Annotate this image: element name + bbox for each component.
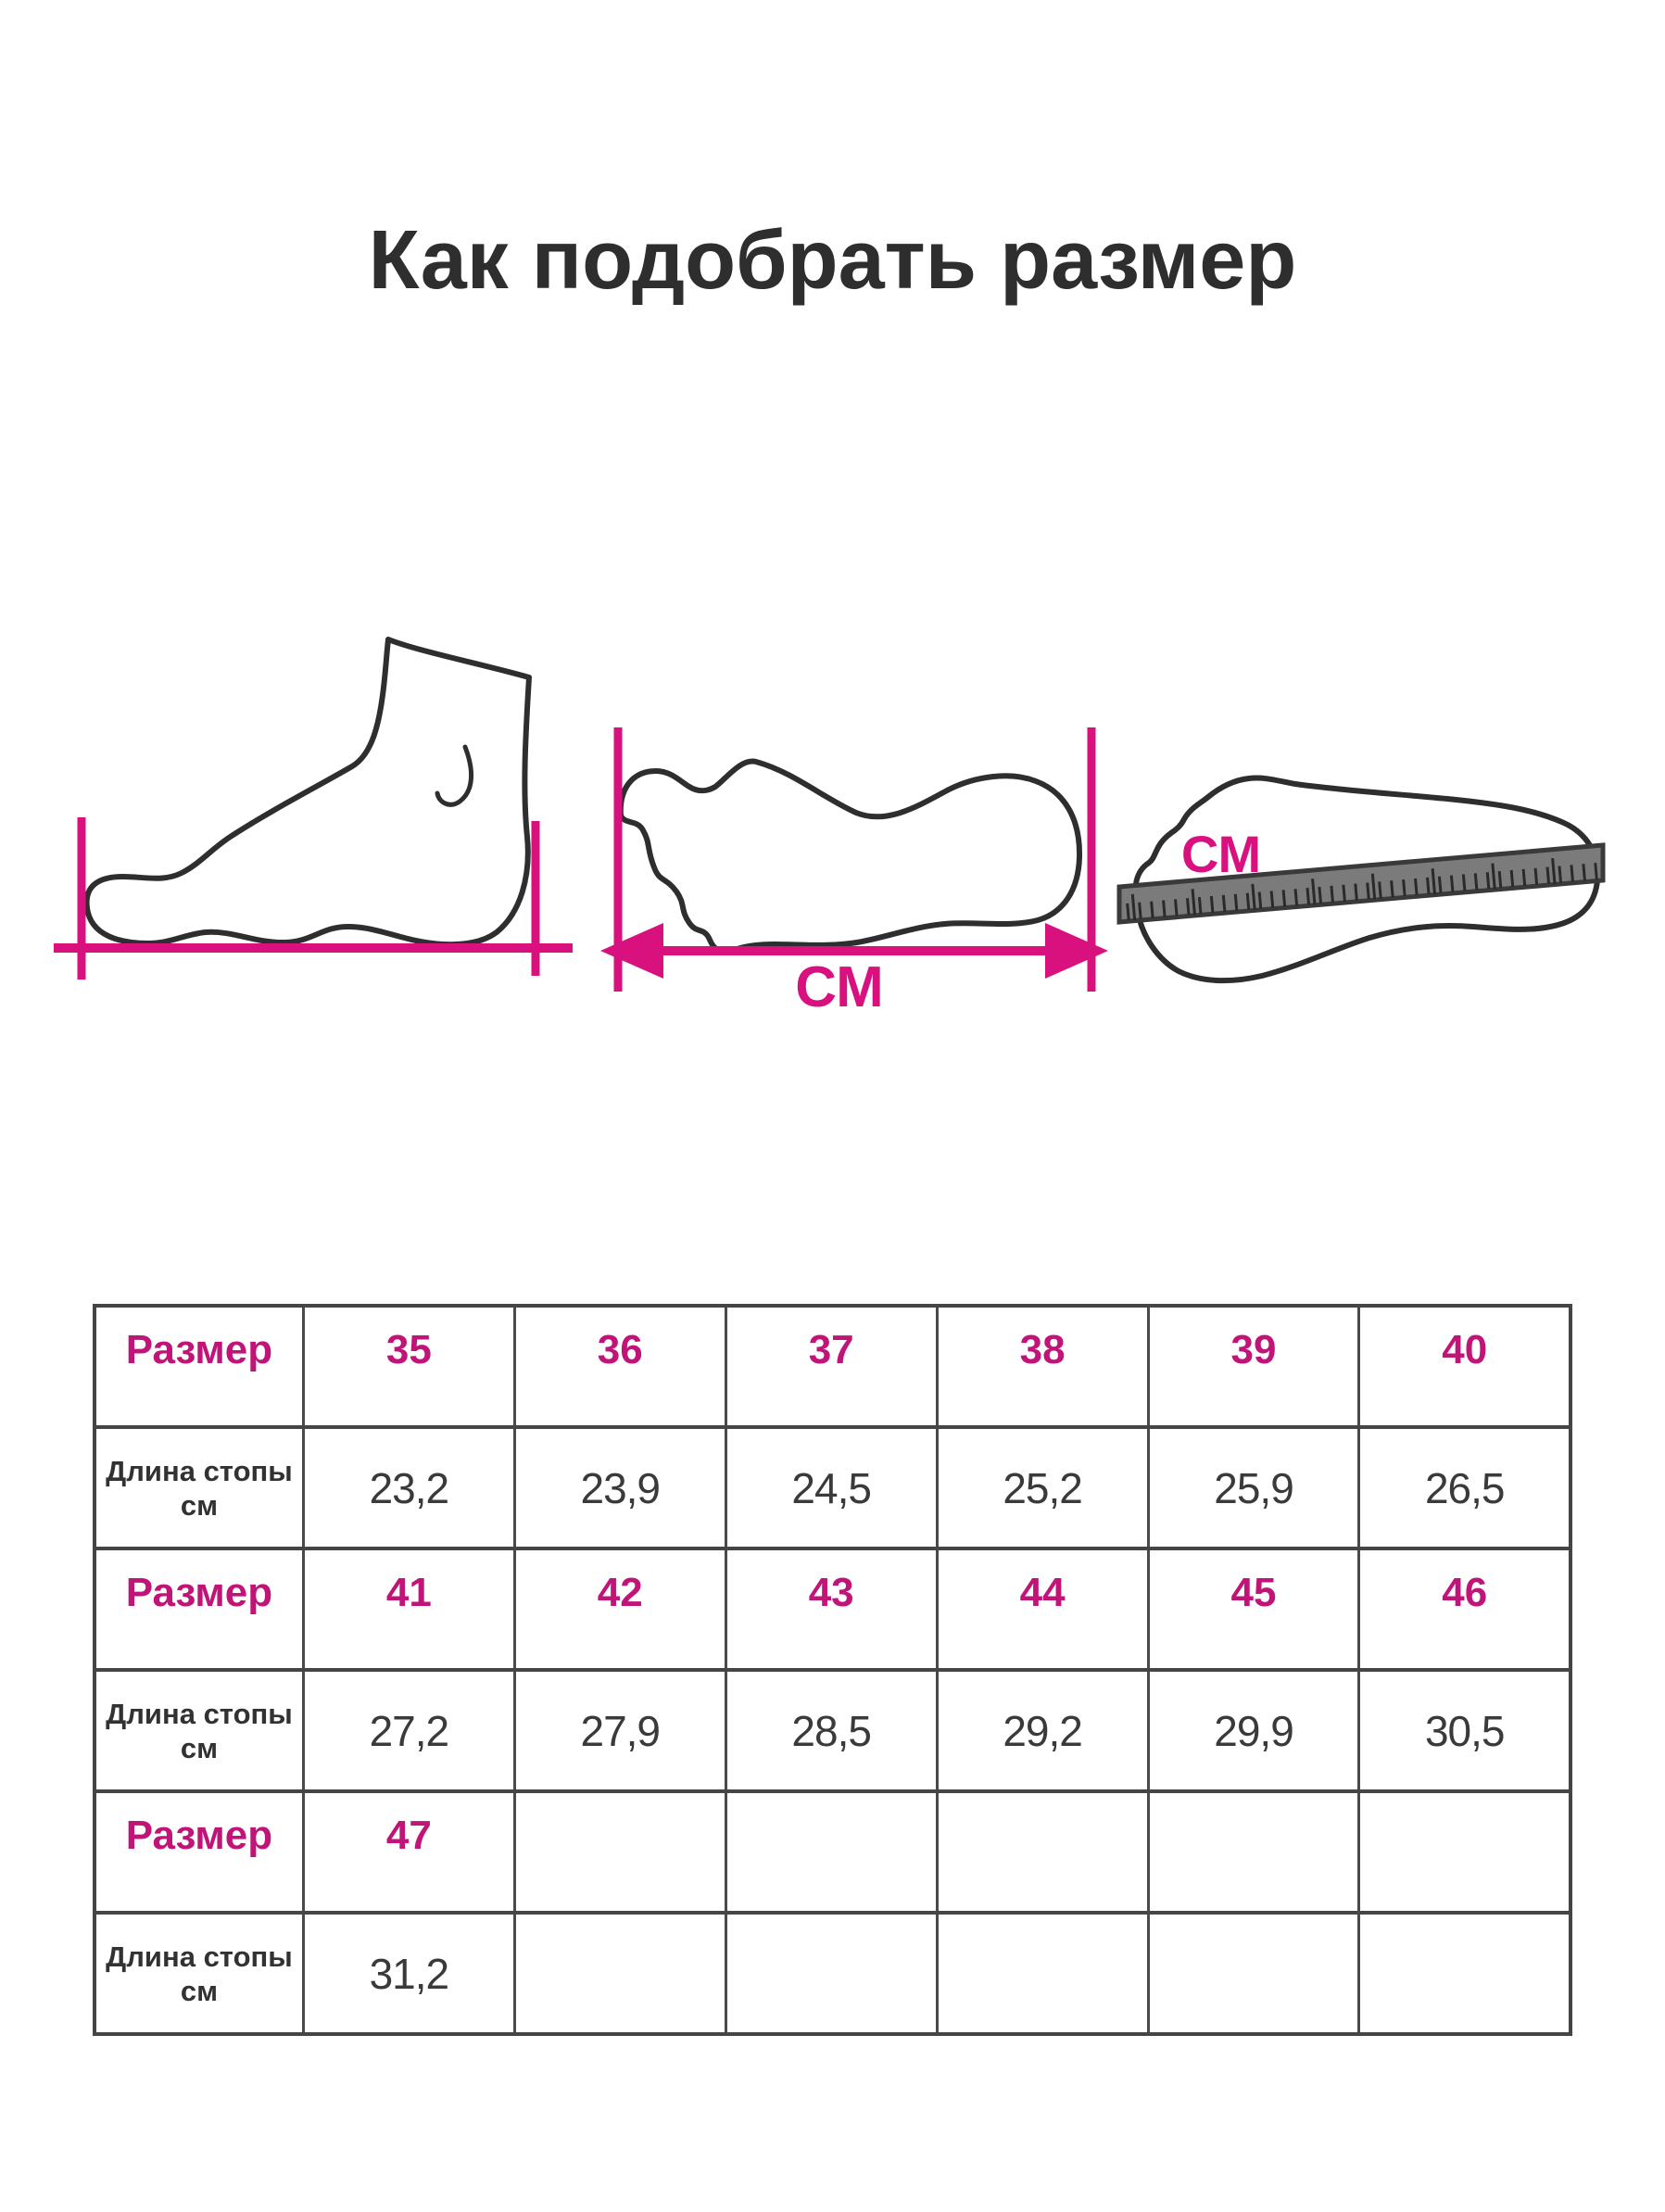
size-cell: 35 xyxy=(303,1306,514,1427)
row-header-line1: Длина стопы xyxy=(106,1940,293,1973)
size-cell: 43 xyxy=(725,1548,937,1670)
length-cell: 31,2 xyxy=(303,1913,514,2034)
row-header-line1: Длина стопы xyxy=(106,1697,293,1730)
size-cell: 40 xyxy=(1359,1306,1570,1427)
length-cell: 28,5 xyxy=(725,1670,937,1791)
size-cell xyxy=(1359,1791,1570,1913)
length-cell: 27,2 xyxy=(303,1670,514,1791)
foot-side-outline xyxy=(87,639,529,944)
row-header-line2: см xyxy=(180,1488,219,1522)
size-cell xyxy=(514,1791,725,1913)
size-cell: 38 xyxy=(937,1306,1148,1427)
size-cell xyxy=(1148,1791,1359,1913)
row-header-line2: см xyxy=(180,1731,219,1764)
size-cell: 36 xyxy=(514,1306,725,1427)
length-cell xyxy=(514,1913,725,2034)
length-cell: 30,5 xyxy=(1359,1670,1570,1791)
length-cell: 25,2 xyxy=(937,1427,1148,1548)
size-cell xyxy=(937,1791,1148,1913)
row-header-line2: см xyxy=(180,1974,219,2007)
row-header-cell xyxy=(95,1670,303,1791)
length-cell: 23,2 xyxy=(303,1427,514,1548)
size-cell: 39 xyxy=(1148,1306,1359,1427)
row-header-cell: Размер xyxy=(125,1327,273,1372)
table-row-length-2 xyxy=(95,1670,1570,1791)
table-row-length-3 xyxy=(95,1913,1570,2034)
size-cell: 47 xyxy=(303,1791,514,1913)
length-cell: 23,9 xyxy=(514,1427,725,1548)
size-table-container xyxy=(93,1304,1572,2034)
size-cell: 41 xyxy=(303,1548,514,1670)
row-header-cell: Размер xyxy=(95,1548,303,1670)
ruler-cm-label: СМ xyxy=(1180,825,1262,883)
foot-side-view-figure xyxy=(54,639,573,980)
length-cell: 26,5 xyxy=(1359,1427,1570,1548)
table-row-size-3 xyxy=(95,1791,1570,1913)
size-cell: 46 xyxy=(1359,1548,1570,1670)
length-cm-label: СМ xyxy=(795,955,884,1019)
length-cell: 29,2 xyxy=(937,1670,1148,1791)
table-row-size-1 xyxy=(95,1306,1570,1427)
length-cell xyxy=(1359,1913,1570,2034)
size-cell: 44 xyxy=(937,1548,1148,1670)
row-header-cell xyxy=(95,1913,303,2034)
foot-length-figure xyxy=(600,727,1108,1019)
row-header-cell xyxy=(95,1427,303,1548)
length-cell: 24,5 xyxy=(725,1427,937,1548)
length-cell xyxy=(937,1913,1148,2034)
page-title: Как подобрать размер xyxy=(368,214,1297,307)
size-table xyxy=(93,1304,1572,2036)
foot-ruler-figure xyxy=(1119,778,1603,981)
table-row-size-2 xyxy=(95,1548,1570,1670)
row-header-line1: Длина стопы xyxy=(106,1454,293,1487)
foot-sole-outline xyxy=(621,762,1079,953)
length-cell xyxy=(725,1913,937,2034)
row-header-cell: Размер xyxy=(95,1791,303,1913)
length-cell: 25,9 xyxy=(1148,1427,1359,1548)
length-cell xyxy=(1148,1913,1359,2034)
size-cell: 45 xyxy=(1148,1548,1359,1670)
table-row-length-1 xyxy=(95,1427,1570,1548)
size-cell xyxy=(725,1791,937,1913)
length-cell: 27,9 xyxy=(514,1670,725,1791)
length-cell: 29,9 xyxy=(1148,1670,1359,1791)
size-cell: 37 xyxy=(725,1306,937,1427)
size-cell: 42 xyxy=(514,1548,725,1670)
